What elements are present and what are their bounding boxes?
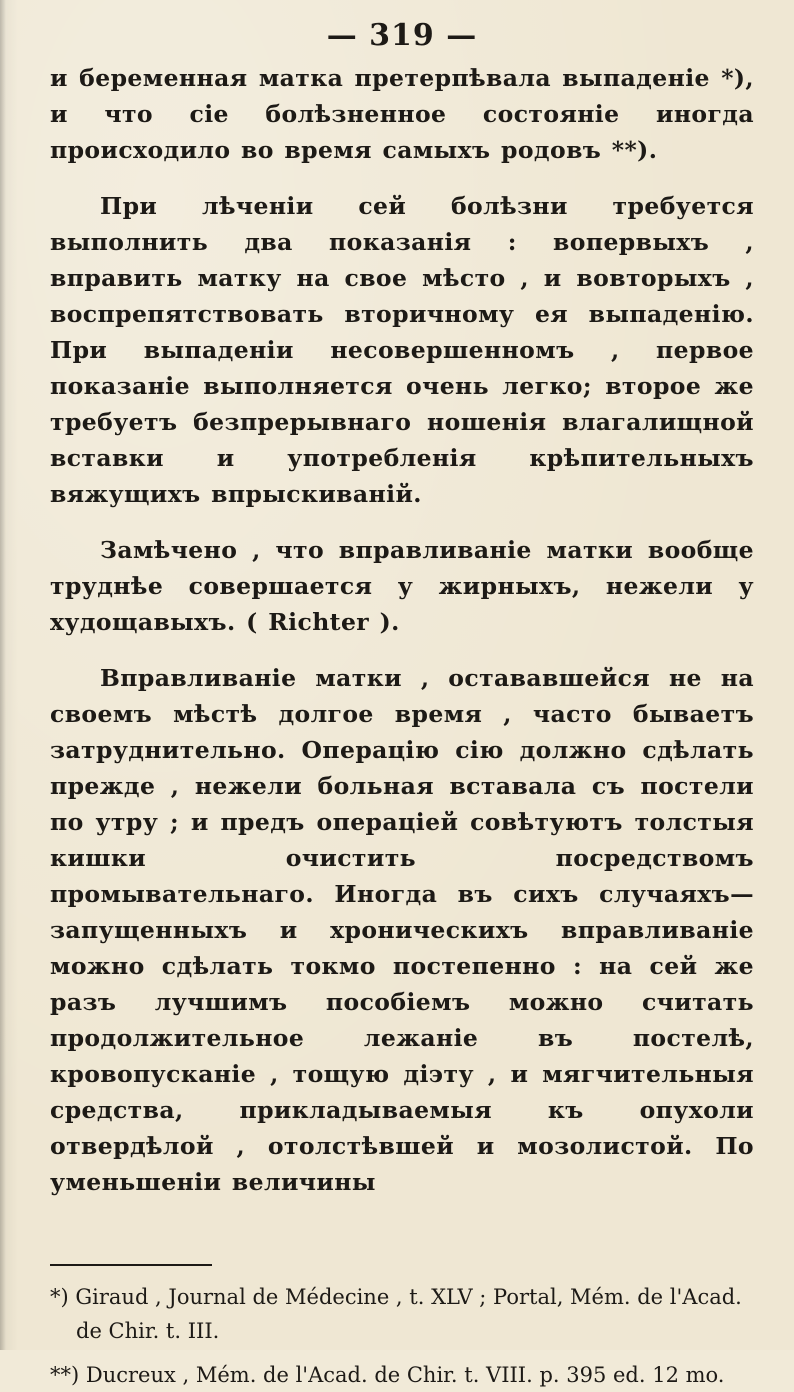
page-number: — 319 — [326,18,478,53]
main-text [50,60,754,1200]
paragraph-reposition: Вправливаніе матки , остававшейся не на своемъ мѣстѣ долгое время , часто бываетъ затруднительно. Операцію сію должно сдѣлать прежде , нежели больная вставала съ постели по утру ; и предъ операціей совѣтуютъ толстыя кишки очистить посредствомъ промывательнаго. Иногда въ сихъ случаяхъ—запущенныхъ и хроническихъ вправливаніе можно сдѣлать токмо постепенно : на сей же разъ лучшимъ пособіемъ можно считать продолжительное лежаніе въ постелѣ, кровопусканіе , тощую діэту , и мягчительныя средства, прикладываемыя къ опухоли отвердѣлой , отолстѣвшей и мозолистой. По уменьшеніи величины [50,664,754,1196]
paragraph-treatment: При лѣченіи сей болѣзни требуется выполнить два показанія : вопервыхъ , вправить матку на свое мѣсто , и вовторыхъ , воспрепятствовать вторичному ея выпаденію. При выпаденіи несовершенномъ , первое показаніе выполняется очень легко; второе же требуетъ безпрерывнаго ношенія влагалищной вставки и употребленія крѣпительныхъ вяжущихъ впрыскиваній. [50,192,754,508]
footnote-divider [50,1264,212,1266]
paragraph-continuation: и беременная матка претерпѣвала выпаденіе *), и что сіе болѣзненное состояніе иногда происходило во время самыхъ родовъ **). [50,64,754,164]
page-binding-shadow [0,0,6,1350]
footnotes [50,1280,754,1392]
footnote-1: *) Giraud , Journal de Médecine , t. XLV ; Portal, Mém. de l'Acad. de Chir. t. III. [50,1285,742,1343]
paragraph-observation: Замѣчено , что вправливаніе матки вообще труднѣе совершается у жирныхъ, нежели у худощавыхъ. ( Richter ). [50,536,754,636]
footnote-2: **) Ducreux , Mém. de l'Acad. de Chir. t. VIII. p. 395 ed. 12 mo. [50,1363,725,1387]
